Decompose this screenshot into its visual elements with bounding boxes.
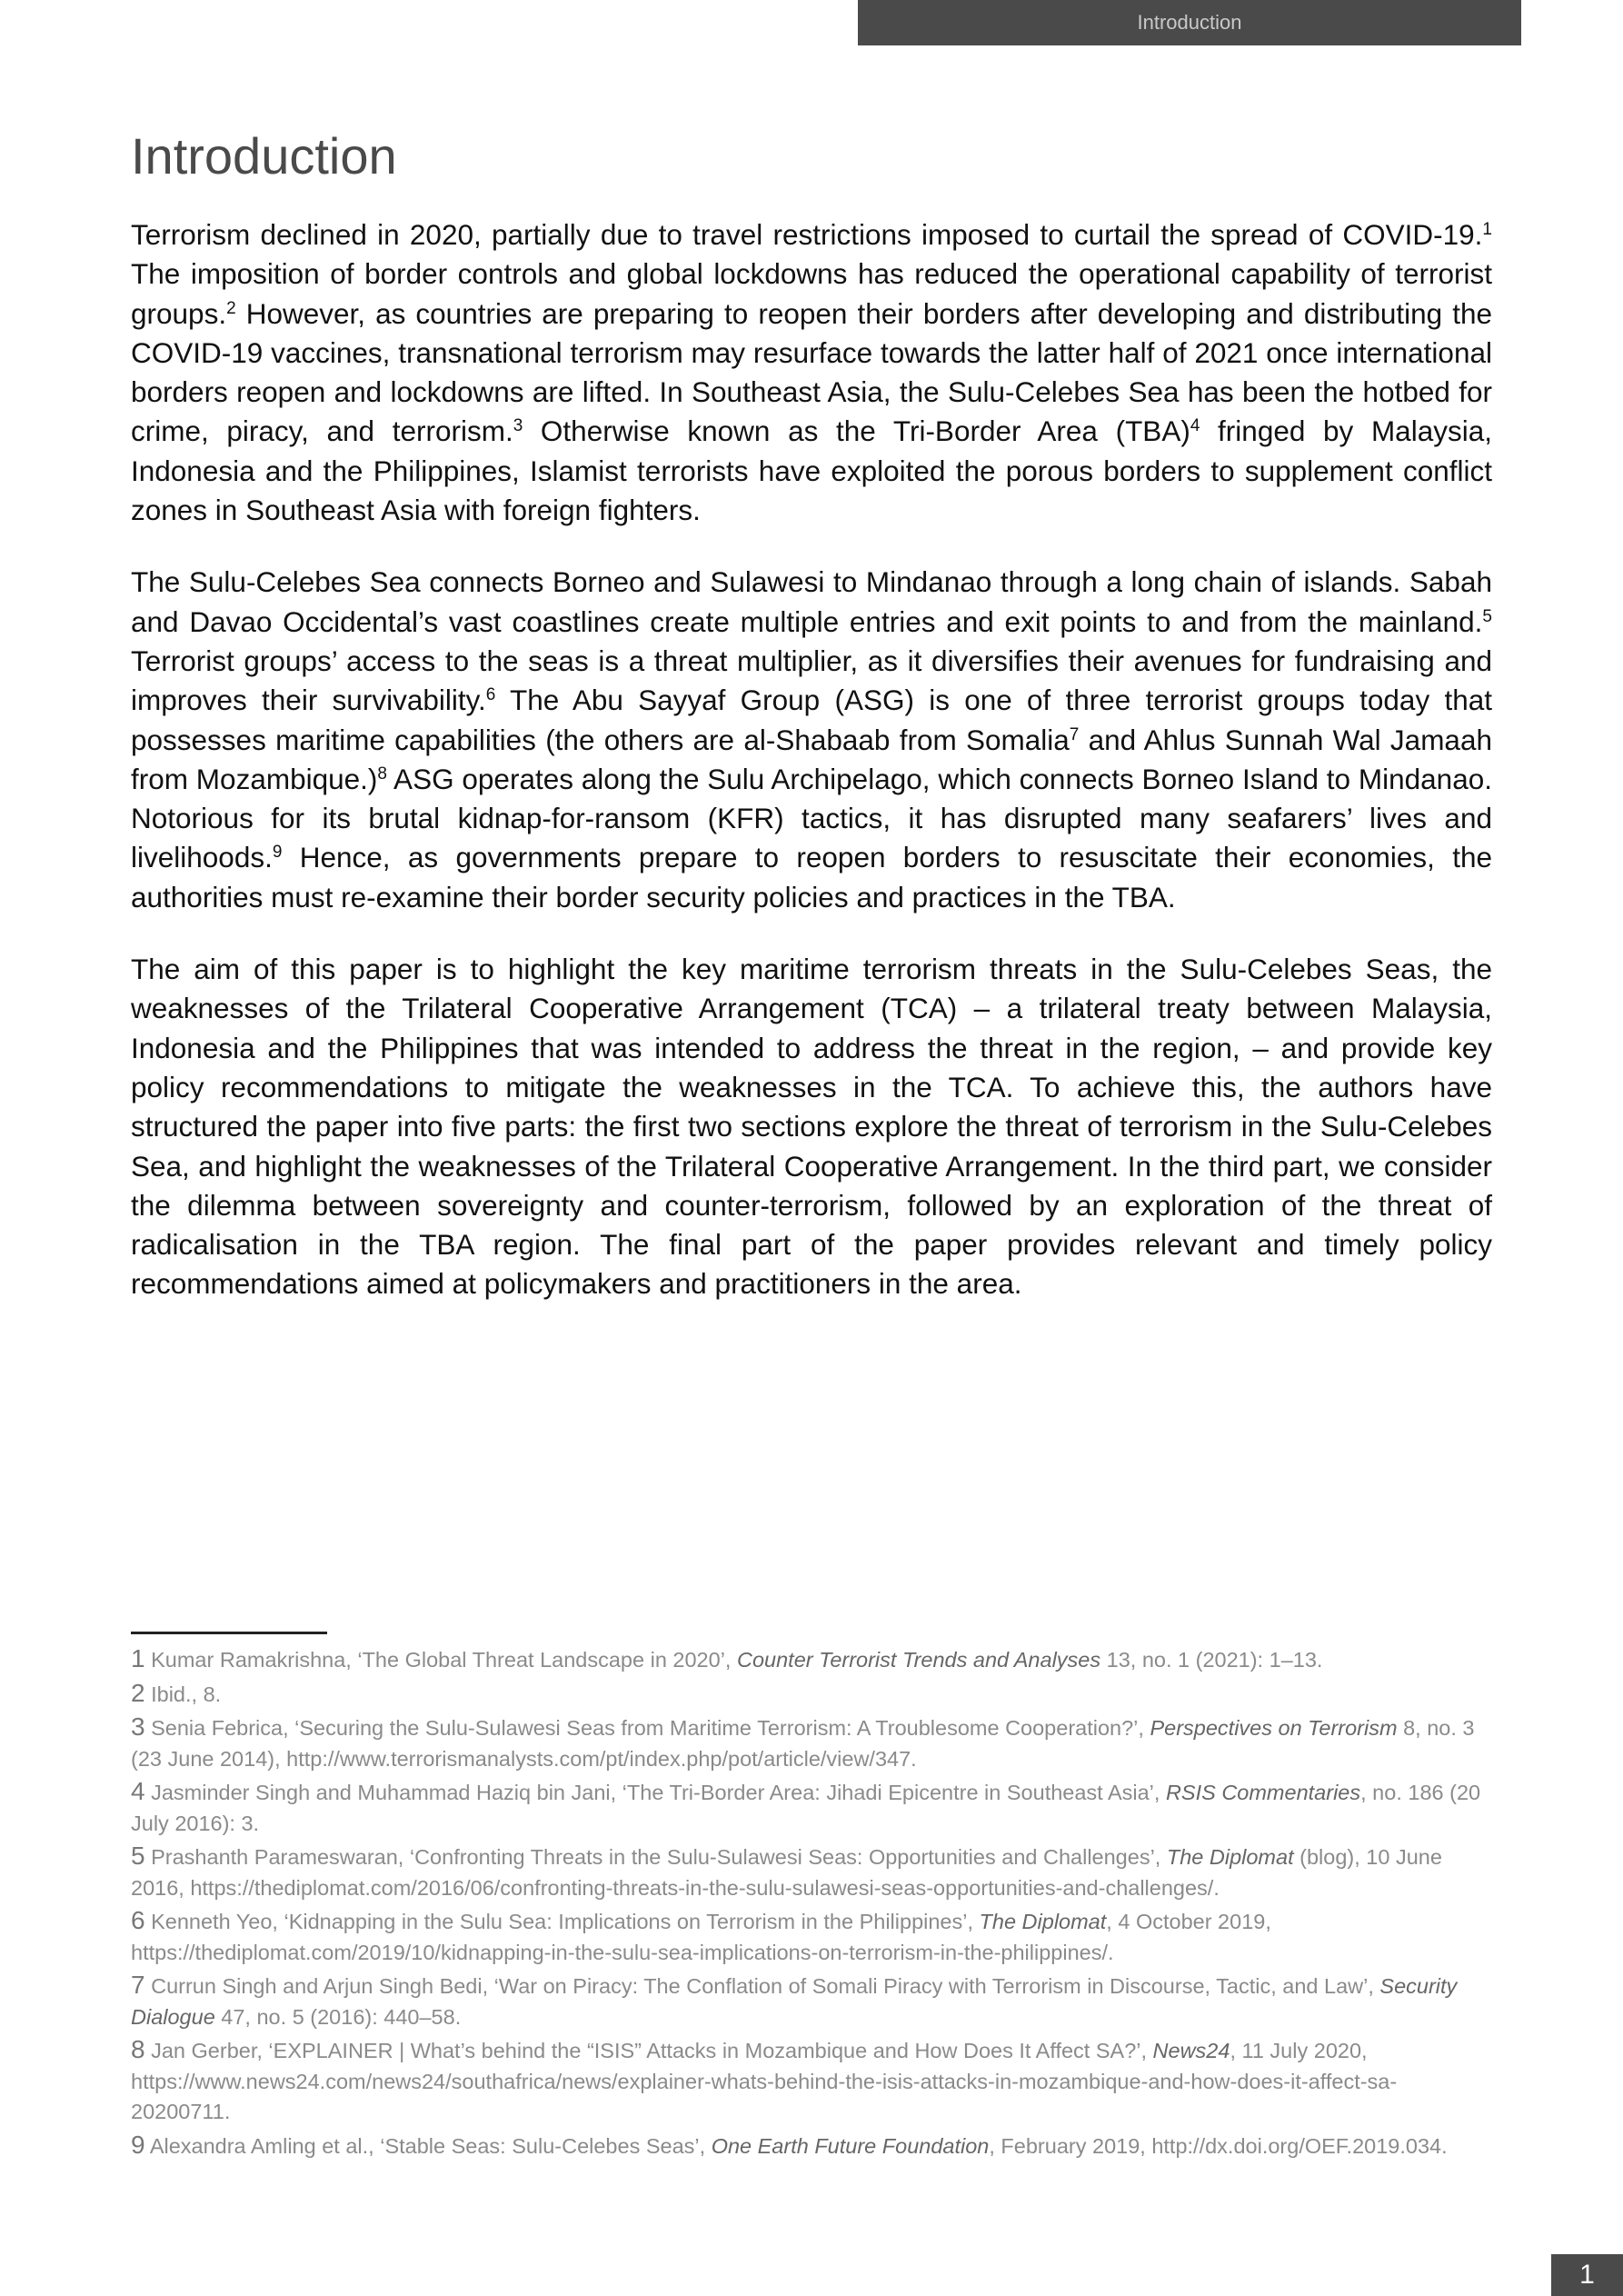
page-number: 1 <box>1579 2260 1595 2290</box>
body-text-run: Terrorism declined in 2020, partially due to travel restrictions imposed to curtail the spread of COVID-19. <box>131 218 1483 251</box>
footnote <box>131 1841 1492 1903</box>
body-text-run: Terrorist groups’ access to the seas is a threat multiplier, as it diversifies their avenues for fundraising and improves their survivability. <box>131 644 1492 717</box>
footnote <box>131 1970 1492 2032</box>
body-text-run: ASG operates along the Sulu Archipelago, which connects Borneo Island to Mindanao. Notorious for its brutal kidnap-for-ransom (KFR) tactics, it has disrupted many seafarers’ lives and livelihoods. <box>131 762 1492 874</box>
footnote-number: 4 <box>131 1777 145 1805</box>
footnote-source-title: Security Dialogue <box>131 1974 1458 2029</box>
footnote-number: 9 <box>131 2130 145 2159</box>
footnote <box>131 2130 1492 2162</box>
body-text-run: fringed by Malaysia, Indonesia and the Philippines, Islamist terrorists have exploited the porous borders to supplement conflict zones in Southeast Asia with foreign fighters. <box>131 414 1492 527</box>
footnote-details: , 4 October 2019, https://thediplomat.com/2019/10/kidnapping-in-the-sulu-sea-implications-on-terrorism-in-the-philippines/. <box>131 1910 1271 1964</box>
running-header-label: Introduction <box>1137 11 1242 34</box>
footnote-source-title: RSIS Commentaries <box>1165 1781 1361 1804</box>
body-paragraph <box>131 563 1492 917</box>
footnote-number: 6 <box>131 1906 145 1934</box>
body-paragraph <box>131 215 1492 530</box>
footnote-text: Prashanth Parameswaran, ‘Confronting Threats in the Sulu-Sulawesi Seas: Opportunities and Challenges’, <box>151 1845 1167 1869</box>
footnote <box>131 1678 1492 1711</box>
footnote-details: 8, no. 3 (23 June 2014), http://www.terrorismanalysts.com/pt/index.php/pot/article/view/347. <box>131 1716 1475 1771</box>
footnote-details: , 11 July 2020, https://www.news24.com/news24/southafrica/news/explainer-whats-behind-the-isis-attacks-in-mozambique-and-how-does-it-affect-sa-20200711. <box>131 2039 1398 2123</box>
footnote-text: Ibid., 8. <box>151 1682 222 1706</box>
footnote-marker[interactable]: 3 <box>513 416 523 436</box>
running-header <box>858 0 1521 45</box>
footnote-text: Jan Gerber, ‘EXPLAINER | What’s behind the “ISIS” Attacks in Mozambique and How Does It Affect SA?’, <box>151 2039 1153 2062</box>
footnote-number: 5 <box>131 1842 145 1870</box>
body-text-run: However, as countries are preparing to reopen their borders after developing and distributing the COVID-19 vaccines, transnational terrorism may resurface towards the latter half of 2021 once international borders reopen and lockdowns are lifted. In Southeast Asia, the Sulu-Celebes Sea has been the hotbed for crime, piracy, and terrorism. <box>131 296 1492 448</box>
footnote-divider <box>131 1632 327 1634</box>
footnote-text: Kenneth Yeo, ‘Kidnapping in the Sulu Sea: Implications on Terrorism in the Philippines’, <box>151 1910 980 1933</box>
footnote-text: Currun Singh and Arjun Singh Bedi, ‘War on Piracy: The Conflation of Somali Piracy with Terrorism in Discourse, Tactic, and Law’, <box>151 1974 1380 1998</box>
footnote-text: Kumar Ramakrishna, ‘The Global Threat Landscape in 2020’, <box>151 1648 737 1672</box>
footnote-text: Senia Febrica, ‘Securing the Sulu-Sulawesi Seas from Maritime Terrorism: A Troublesome Cooperation?’, <box>151 1716 1150 1740</box>
body-text <box>131 215 1492 1337</box>
footnote-source-title: Perspectives on Terrorism <box>1150 1716 1398 1740</box>
footnote-details: , February 2019, http://dx.doi.org/OEF.2019.034. <box>989 2133 1448 2158</box>
footnote-marker[interactable]: 7 <box>1069 724 1080 744</box>
footnote <box>131 1905 1492 1968</box>
body-text-run: Otherwise known as the Tri-Border Area (TBA) <box>523 414 1190 448</box>
body-text-run: The imposition of border controls and global lockdowns has reduced the operational capability of terrorist groups. <box>131 257 1492 330</box>
footnote-details: 13, no. 1 (2021): 1–13. <box>1100 1648 1323 1672</box>
footnote-number: 2 <box>131 1678 145 1707</box>
footnote-marker[interactable]: 5 <box>1482 606 1492 626</box>
body-paragraph <box>131 950 1492 1304</box>
page-title: Introduction <box>131 127 397 185</box>
footnote-number: 7 <box>131 1971 145 1999</box>
body-text-run: and Ahlus Sunnah Wal Jamaah from Mozambique.) <box>131 723 1492 795</box>
footnote-number: 8 <box>131 2035 145 2063</box>
footnote <box>131 1643 1492 1676</box>
body-text-run: The Sulu-Celebes Sea connects Borneo and Sulawesi to Mindanao through a long chain of islands. Sabah and Davao Occidental’s vast coastlines create multiple entries and exit points to and from the mainland. <box>131 565 1492 638</box>
footnote <box>131 1712 1492 1774</box>
footnote-source-title: Counter Terrorist Trends and Analyses <box>736 1648 1101 1672</box>
body-text-run: Hence, as governments prepare to reopen borders to resuscitate their economies, the authorities must re-examine their border security policies and practices in the TBA. <box>131 841 1492 913</box>
footnote <box>131 2034 1492 2128</box>
footnote-source-title: The Diplomat <box>1166 1845 1294 1869</box>
body-text-run: The Abu Sayyaf Group (ASG) is one of three terrorist groups today that possesses maritime capabilities (the others are al-Shabaab from Somalia <box>131 684 1492 756</box>
footnote-source-title: News24 <box>1152 2039 1230 2062</box>
footnote-marker[interactable]: 4 <box>1190 416 1200 436</box>
footnote-text: Jasminder Singh and Muhammad Haziq bin Jani, ‘The Tri-Border Area: Jihadi Epicentre in Southeast Asia’, <box>151 1781 1166 1804</box>
footnote-marker[interactable]: 2 <box>226 298 236 318</box>
body-text-run: The aim of this paper is to highlight the key maritime terrorism threats in the Sulu-Celebes Seas, the weaknesses of the Trilateral Cooperative Arrangement (TCA) – a trilateral treaty between Malaysia, Indonesia and the Philippines that was intended to address the threat in the region, – and provide key policy recommendations to mitigate the weaknesses in the TCA. To achieve this, the authors have structured the paper into five parts: the first two sections explore the threat of terrorism in the Sulu-Celebes Sea, and highlight the weaknesses of the Trilateral Cooperative Arrangement. In the third part, we consider the dilemma between sovereignty and counter-terrorism, followed by an exploration of the threat of radicalisation in the TBA region. The final part of the paper provides relevant and timely policy recommendations aimed at policymakers and practitioners in the area. <box>131 953 1492 1301</box>
footnote-marker[interactable]: 8 <box>377 764 387 784</box>
footnote-details: 47, no. 5 (2016): 440–58. <box>214 2004 462 2029</box>
footnote-marker[interactable]: 1 <box>1482 220 1492 239</box>
footnote-source-title: The Diplomat <box>979 1910 1107 1933</box>
page-number-box <box>1551 2254 1623 2296</box>
footnote-details: (blog), 10 June 2016, https://thediplomat.com/2016/06/confronting-threats-in-the-sulu-sulawesi-seas-opportunities-and-challenges/. <box>131 1845 1442 1900</box>
footnotes <box>131 1643 1492 2163</box>
footnote-source-title: One Earth Future Foundation <box>711 2133 990 2158</box>
footnote-marker[interactable]: 9 <box>272 843 283 863</box>
footnote-text: Alexandra Amling et al., ‘Stable Seas: Sulu-Celebes Seas’, <box>149 2133 712 2158</box>
footnote-marker[interactable]: 6 <box>485 685 496 705</box>
footnote-number: 1 <box>131 1644 145 1672</box>
footnote-details: , no. 186 (20 July 2016): 3. <box>131 1781 1481 1835</box>
footnote-number: 3 <box>131 1712 145 1741</box>
footnote <box>131 1776 1492 1839</box>
